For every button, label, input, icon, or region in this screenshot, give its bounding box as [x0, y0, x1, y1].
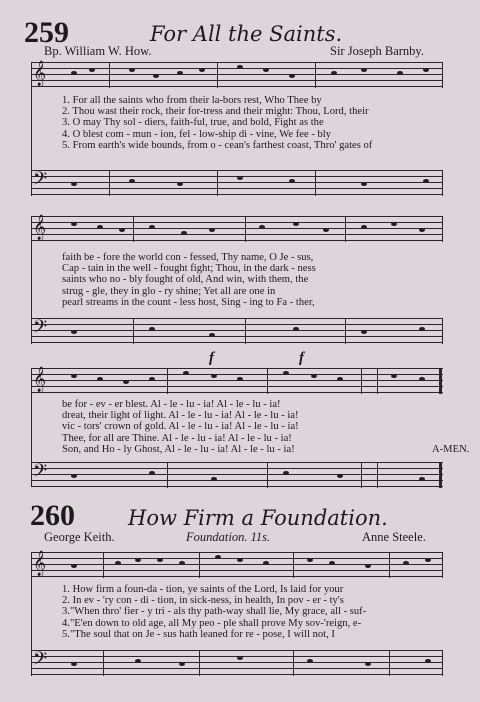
bass-clef-icon: 𝄢: [33, 168, 48, 193]
bass-staff: [31, 462, 443, 488]
dynamic-forte: f: [209, 350, 214, 366]
bass-clef-icon: 𝄢: [33, 648, 48, 673]
hymn-number: 260: [30, 499, 75, 532]
treble-staff: [31, 552, 443, 578]
treble-staff: [31, 216, 443, 242]
tune-name: Foundation. 11s.: [186, 530, 271, 544]
treble-staff: [31, 368, 443, 394]
hymn-title: For All the Saints.: [150, 22, 343, 46]
bass-staff: [31, 318, 443, 344]
hymn-number: 259: [24, 16, 69, 49]
treble-clef-icon: 𝄞: [33, 214, 47, 239]
composer-credit: Sir Joseph Barnby.: [330, 44, 424, 58]
amen-label: A-MEN.: [432, 443, 470, 455]
music-system-2: [31, 214, 443, 348]
music-system-1: [31, 58, 443, 200]
bass-staff: [31, 650, 443, 676]
bass-staff: [31, 170, 443, 196]
hymn-title: How Firm a Foundation.: [128, 506, 388, 530]
verse-lines: be for - ev - er blest. Al - le - lu - ia! Al - le - lu - ia! dreat, their light of light. Al - le - lu - ia! Al - le - lu - ia! vic - tors' crown of gold. Al - le - lu - ia! Al - le - lu - ia! Thee, for all are Thine. Al - le - lu - ia! Al - le - lu - ia! Son, and Ho - ly Ghost, Al - le - lu - ia! Al - le - lu - ia! A-MEN.: [62, 399, 470, 455]
verse-lines: 1. For all the saints who from their la-bors rest, Who Thee by 2. Thou wast their rock, their for-tress and their might: Thou, Lord, their 3. O may Thy sol - diers, faith-ful, true, and bold, Fight as the 4. O blest com - mun - ion, fel - low-ship di - vine, We fee - bly 5. From earth's wide bounds, from o - cean's farthest coast, Thro' gates of: [62, 95, 373, 151]
treble-clef-icon: 𝄞: [33, 366, 47, 391]
bass-clef-icon: 𝄢: [33, 316, 48, 341]
bass-clef-icon: 𝄢: [33, 460, 48, 485]
author-credit: George Keith.: [44, 530, 115, 544]
treble-clef-icon: 𝄞: [33, 60, 47, 85]
verse-lines: faith be - fore the world con - fessed, Thy name, O Je - sus, Cap - tain in the well - fought fight; Thou, in the dark - ness saints who no - bly fought of old, And win, with them, the strug - gle, they in glo - ry shine; Yet all are one in pearl streams in the count - less host, Sing - ing to Fa - ther,: [62, 252, 316, 308]
music-system-4: [31, 546, 443, 702]
author-credit: Bp. William W. How.: [44, 44, 152, 58]
music-system-3: [31, 350, 470, 490]
treble-clef-icon: 𝄞: [33, 550, 47, 575]
composer-credit: Anne Steele.: [362, 530, 426, 544]
dynamic-forte: f: [299, 350, 304, 366]
verse-lines: 1. How firm a foun-da - tion, ye saints of the Lord, Is laid for your 2. In ev - 'ry con - di - tion, in sick-ness, in health, In pov - er - ty's 3."When thro' fier - y tri - als thy path-way shall lie, My grace, all - suf- 4."E'en down to old age, all My peo - ple shall prove My sov-'reign, e- 5."The soul that on Je - sus hath leaned for re - pose, I will not, I: [62, 584, 367, 640]
